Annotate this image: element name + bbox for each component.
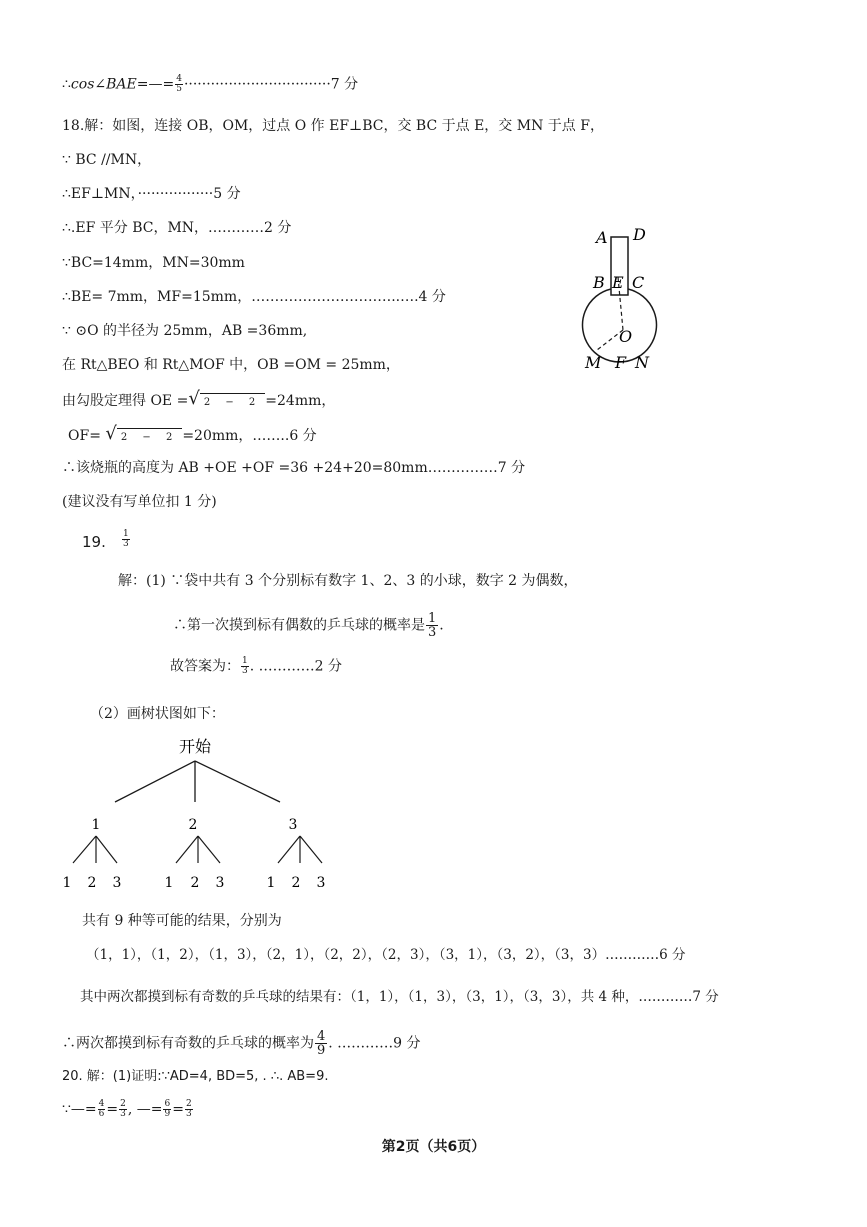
denominator: 3 xyxy=(428,625,437,640)
ratio-prefix: ∵—= xyxy=(62,1101,97,1118)
label-a: A xyxy=(596,228,608,247)
tree-leaf: 3 xyxy=(215,875,225,891)
q18-halves: ∴BE= 7mm，MF=15mm，…………………………..….4 分 xyxy=(62,289,446,305)
cos-expression: cos∠BAE xyxy=(70,76,137,93)
numerator: 4 xyxy=(98,1099,105,1109)
tree-leaf: 2 xyxy=(87,875,97,891)
q18-note: (建议没有写单位扣 1 分) xyxy=(62,494,217,510)
q20-ratio xyxy=(62,1100,194,1119)
label-c: C xyxy=(632,273,645,292)
denominator: 9 xyxy=(164,1109,171,1119)
tree-diagram xyxy=(55,735,345,895)
label-b: B xyxy=(593,273,605,292)
tree-node: 3 xyxy=(288,817,298,833)
line-cos xyxy=(62,75,358,94)
score: . …………2 分 xyxy=(249,658,342,675)
label-e: E xyxy=(612,273,624,292)
branch xyxy=(195,761,280,802)
q19-outcomes: （1，1），（1，2），（1，3），（2，1），（2，2），（2，3），（3，1），（3，2），（3，3）…………6 分 xyxy=(86,947,686,963)
q20-intro: 20. 解：(1)证明:∵AD=4, BD=5, . ∴. AB=9. xyxy=(62,1069,329,1084)
probability-text: ∴两次都摸到标有奇数的乒乓球的概率为 xyxy=(62,1035,314,1052)
fraction-2-3 xyxy=(185,1100,193,1119)
tree-node: 2 xyxy=(188,817,198,833)
branch xyxy=(278,836,300,863)
branch xyxy=(115,761,195,802)
period: . xyxy=(439,617,444,634)
branch xyxy=(96,836,117,863)
tree-leaf: 2 xyxy=(291,875,301,891)
fraction-1-3 xyxy=(122,530,130,549)
denominator: 9 xyxy=(317,1043,326,1058)
q18-intro: 18.解：如图，连接 OB，OM，过点 O 作 EF⊥BC，交 BC 于点 E，交 MN 于点 F， xyxy=(62,118,604,134)
fraction-1-3 xyxy=(241,657,249,676)
fraction-2-3 xyxy=(119,1100,127,1119)
q19-outcomes-intro: 共有 9 种等可能的结果，分别为 xyxy=(82,913,282,929)
fraction-1-3 xyxy=(426,612,438,639)
q18-perp: ∴EF⊥MN，·················5 分 xyxy=(62,186,241,202)
tree-node: 1 xyxy=(91,817,101,833)
flask-bulb xyxy=(583,289,657,362)
q19-step1: 解：(1) ∵袋中共有 3 个分别标有数字 1、2、3 的小球，数字 2 为偶数， xyxy=(118,573,578,589)
q18-lengths: ∵BC=14mm，MN=30mm xyxy=(62,255,245,271)
branch xyxy=(176,836,198,863)
q19-label: 19. xyxy=(82,533,106,551)
numerator: 1 xyxy=(123,529,129,539)
equals: = xyxy=(106,1101,119,1118)
q18-triangles: 在 Rt△BEO 和 Rt△MOF 中，OB =OM = 25mm， xyxy=(62,357,400,373)
tree-leaf: 3 xyxy=(316,875,326,891)
denominator: 3 xyxy=(242,666,248,676)
label-d: D xyxy=(633,225,646,244)
denominator: 5 xyxy=(176,84,182,94)
q18-radius: ∵ ⊙O 的半径为 25mm，AB =36mm, xyxy=(62,323,308,339)
branch xyxy=(73,836,96,863)
fraction-6-9 xyxy=(163,1100,171,1119)
tree-leaf: 3 xyxy=(112,875,122,891)
denominator: 6 xyxy=(98,1109,105,1119)
branch xyxy=(198,836,220,863)
denominator: 3 xyxy=(123,539,129,549)
answer-text: 故答案为： xyxy=(170,658,240,675)
equals: = xyxy=(172,1101,184,1118)
oe-value: =24mm， xyxy=(265,393,336,409)
denominator: 3 xyxy=(120,1109,126,1119)
tree-root: 开始 xyxy=(178,737,212,756)
sqrt-of xyxy=(105,425,182,447)
tree-leaf: 1 xyxy=(62,875,72,891)
label-o: O xyxy=(619,327,633,346)
probability-text: ∴第一次摸到标有偶数的乒乓球的概率是 xyxy=(173,617,425,634)
q18-height: ∴该烧瓶的高度为 AB +OE +OF =36 +24+20=80mm……………7 分 xyxy=(62,460,526,476)
tree-leaf: 1 xyxy=(266,875,276,891)
q18-of xyxy=(68,425,317,447)
q19-odd-outcomes: 其中两次都摸到标有奇数的乒乓球的结果有：（1，1），（1，3），（3，1），（3，3），共 4 种，…………7 分 xyxy=(80,989,719,1005)
label-n: N xyxy=(635,353,649,372)
page-footer: 第2页（共6页） xyxy=(381,1139,486,1155)
fraction-4-9 xyxy=(315,1030,327,1057)
of-value: =20mm，……..6 分 xyxy=(182,428,317,444)
q18-bisect: ∴.EF 平分 BC，MN，…………2 分 xyxy=(62,220,292,236)
radicand: 2 − 2 xyxy=(117,428,182,447)
radical-sign: √ xyxy=(105,423,117,444)
of-label: OF= xyxy=(68,428,101,444)
oe-label: 由勾股定理得 OE = xyxy=(62,393,189,409)
numerator: 2 xyxy=(120,1099,126,1109)
numerator: 1 xyxy=(428,611,437,626)
flask-figure xyxy=(575,222,675,377)
q19-number xyxy=(82,533,106,551)
score-dots: ·································7 分 xyxy=(183,76,359,93)
sqrt-oe xyxy=(188,390,265,412)
branch xyxy=(300,836,322,863)
numerator: 4 xyxy=(317,1029,326,1044)
q18-parallel: ∵ BC //MN， xyxy=(62,152,152,168)
fraction-4-6 xyxy=(98,1100,106,1119)
tree-leaf: 2 xyxy=(190,875,200,891)
label-m: M xyxy=(585,353,602,372)
q18-oe xyxy=(62,390,335,412)
denominator: 3 xyxy=(185,1109,192,1119)
numerator: 6 xyxy=(164,1099,171,1109)
q19-step2 xyxy=(173,612,444,639)
q19-tree-intro: （2）画树状图如下： xyxy=(90,706,225,722)
q19-final xyxy=(62,1030,421,1057)
label-f: F xyxy=(615,353,627,372)
radical-sign: √ xyxy=(188,388,200,409)
radicand: 2 − 2 xyxy=(200,393,265,412)
tree-leaf: 1 xyxy=(164,875,174,891)
numerator: 2 xyxy=(185,1099,192,1109)
numerator: 1 xyxy=(242,656,248,666)
therefore-symbol: ∴ xyxy=(62,76,71,93)
score: . …………9 分 xyxy=(328,1035,421,1052)
ratio-separator: , —= xyxy=(127,1101,163,1118)
numerator: 4 xyxy=(176,74,182,84)
equals: =—= xyxy=(136,76,175,93)
fraction-4-5 xyxy=(175,75,183,94)
q19-answer xyxy=(121,530,131,549)
q19-step3 xyxy=(170,657,342,676)
